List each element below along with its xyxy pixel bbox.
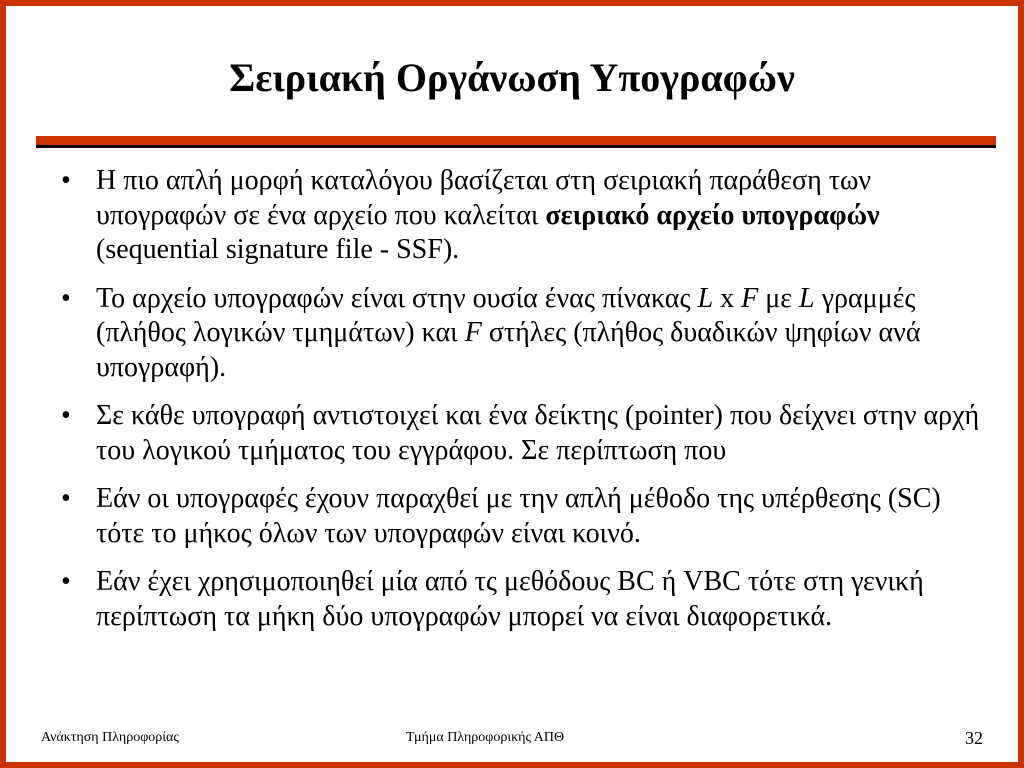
bullet-bold-term: σειριακό αρχείο υπογραφών [545,199,880,231]
footer-page-number: 32 [965,728,983,748]
footer-department: Τμήμα Πληροφορικής ΑΠΘ [406,730,565,745]
math-var-l: L [799,282,815,314]
bullet-item-5 [56,565,986,634]
bullet-text: γραμμές (πλήθος λογικών τμημάτων) και [96,282,916,348]
math-var-f: F [464,317,482,348]
bullet-dot: • [61,483,71,514]
bullet-dot: • [61,400,71,431]
bullet-text: με [758,282,800,314]
bullet-text: Η πιο απλή μορφή καταλόγου βασίζεται στη σειριακή παράθεση των υπογραφών σε ένα αρχείο που καλείται [96,165,872,231]
title-divider [36,136,996,148]
bullet-dot: • [61,165,71,196]
bullet-dot: • [61,282,71,314]
bullet-text: Εάν οι υπογραφές έχουν παραχθεί με την απλή μέθοδο της υπέρθεσης (SC) τότε το μήκος όλων των υπογραφών είναι κοινό. [96,483,941,549]
bullet-text: Εάν έχει χρησιμοποιηθεί μία από τς μεθόδους BC ή VBC τότε στη γενική περίπτωση τα μήκη δύο υπογραφών μπορεί να είναι διαφορετικά. [96,566,924,632]
title-divider-black [36,145,996,148]
bullet-text: Σε κάθε υπογραφή αντιστοιχεί και ένα δείκτης (pointer) που δείχνει στην αρχή του λογικού τμήματος του εγγράφου. Σε περίπτωση που [96,400,980,466]
bullet-dot: • [61,566,71,597]
bullet-item-3 [56,399,986,468]
bullet-item-2 [56,282,986,386]
footer-course-name: Ανάκτηση Πληροφορίας [41,730,179,745]
math-var-f: F [741,282,759,314]
bullet-text: x [713,282,742,314]
title-divider-red [36,136,996,145]
bullet-item-1 [56,164,986,268]
bullet-item-4 [56,482,986,551]
bullet-text: (sequential signature file - SSF). [96,234,460,265]
bullet-text: Το αρχείο υπογραφών είναι στην ουσία ένας πίνακας [96,282,698,314]
math-var-l: L [697,282,714,314]
slide-title: Σειριακή Οργάνωση Υπογραφών [229,55,795,100]
bullet-text: στήλες (πλήθος δυαδικών ψηφίων ανά υπογραφή). [96,317,921,383]
bullet-list [56,164,986,648]
